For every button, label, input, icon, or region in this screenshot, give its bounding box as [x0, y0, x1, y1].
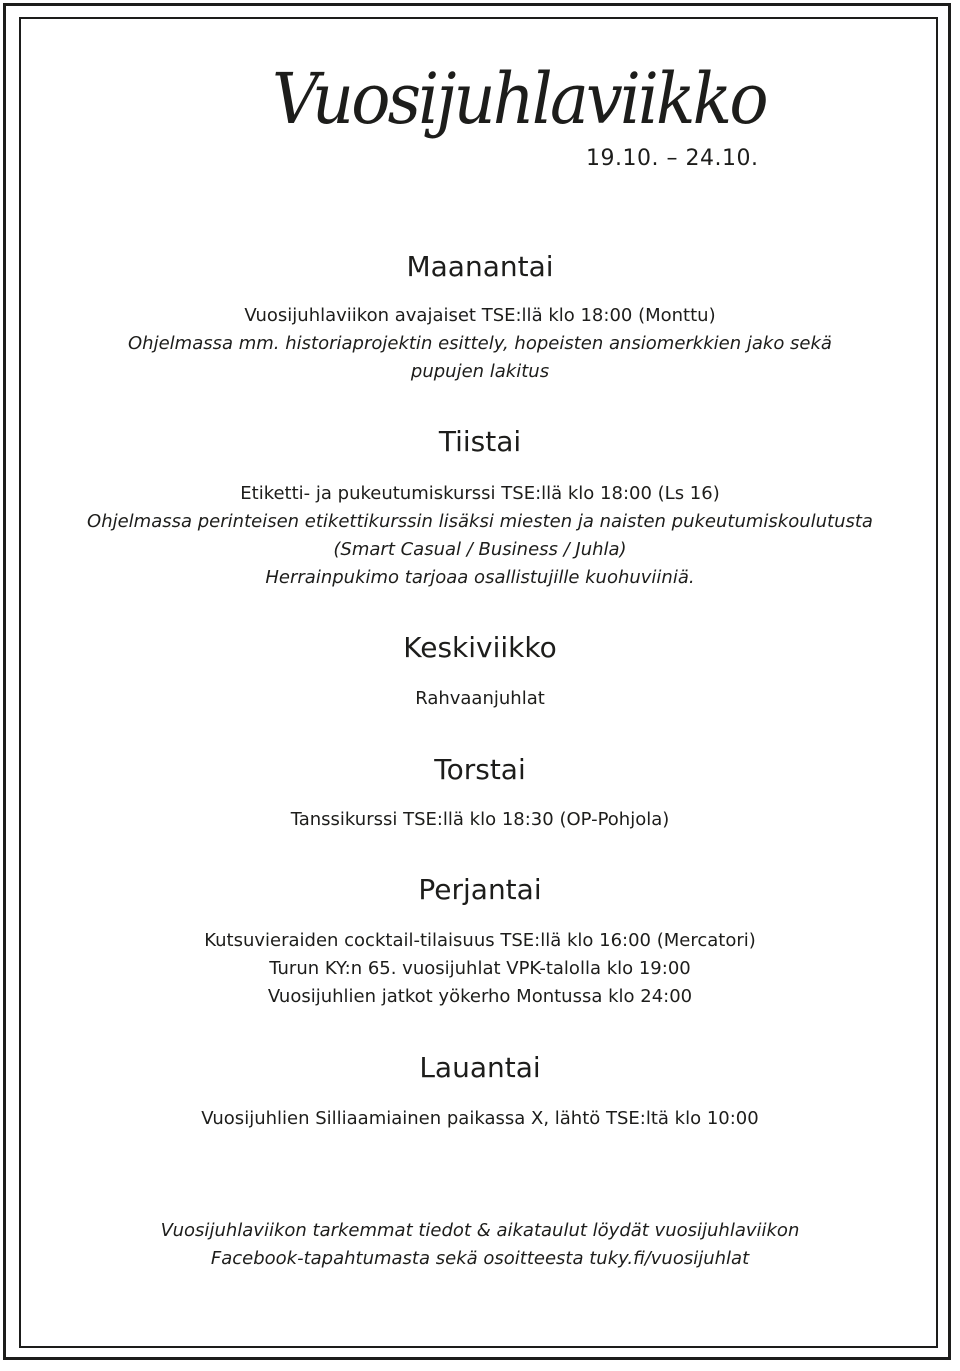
- saturday-event-line: Vuosijuhlien Silliaamiainen paikassa X, lähtö TSE:ltä klo 10:00: [201, 1108, 759, 1129]
- footer-line: Vuosijuhlaviikon tarkemmat tiedot & aikataulut löydät vuosijuhlaviikon: [160, 1220, 800, 1241]
- day-heading-saturday: Lauantai: [419, 1051, 541, 1084]
- footer-line-2: Facebook-tapahtumasta sekä osoitteesta tuky.fi/vuosijuhlat: [210, 1248, 750, 1269]
- monday-program-line-2: pupujen lakitus: [410, 361, 550, 382]
- tuesday-program-line: Ohjelmassa perinteisen etikettikurssin lisäksi miesten ja naisten pukeutumiskoulutusta: [87, 511, 873, 532]
- wednesday-event-line: Rahvaanjuhlat: [415, 688, 545, 709]
- day-heading-tuesday: Tiistai: [438, 425, 522, 458]
- day-heading-monday: Maanantai: [406, 250, 554, 283]
- tuesday-program-line-2: (Smart Casual / Business / Juhla): [333, 539, 627, 560]
- tuesday-program-line-3: Herrainpukimo tarjoaa osallistujille kuohuviiniä.: [265, 567, 695, 588]
- monday-event-line: Vuosijuhlaviikon avajaiset TSE:llä klo 18:00 (Monttu): [244, 305, 716, 326]
- day-heading-thursday: Torstai: [434, 753, 526, 786]
- monday-program-line: Ohjelmassa mm. historiaprojektin esittely, hopeisten ansiomerkkien jako sekä: [128, 333, 832, 354]
- tuesday-event-line: Etiketti- ja pukeutumiskurssi TSE:llä klo 18:00 (Ls 16): [240, 483, 720, 504]
- page-title: Vuosijuhlaviikko: [272, 58, 766, 140]
- day-heading-wednesday: Keskiviikko: [403, 631, 557, 664]
- day-heading-friday: Perjantai: [418, 873, 542, 906]
- thursday-event-line: Tanssikurssi TSE:llä klo 18:30 (OP-Pohjola): [290, 809, 670, 830]
- friday-event-line: Kutsuvieraiden cocktail-tilaisuus TSE:llä klo 16:00 (Mercatori): [204, 930, 756, 951]
- friday-event-line-3: Vuosijuhlien jatkot yökerho Montussa klo 24:00: [267, 986, 693, 1007]
- date-range: 19.10. – 24.10.: [586, 146, 759, 171]
- inner-border: [19, 17, 938, 1348]
- friday-event-line-2: Turun KY:n 65. vuosijuhlat VPK-talolla klo 19:00: [269, 958, 691, 979]
